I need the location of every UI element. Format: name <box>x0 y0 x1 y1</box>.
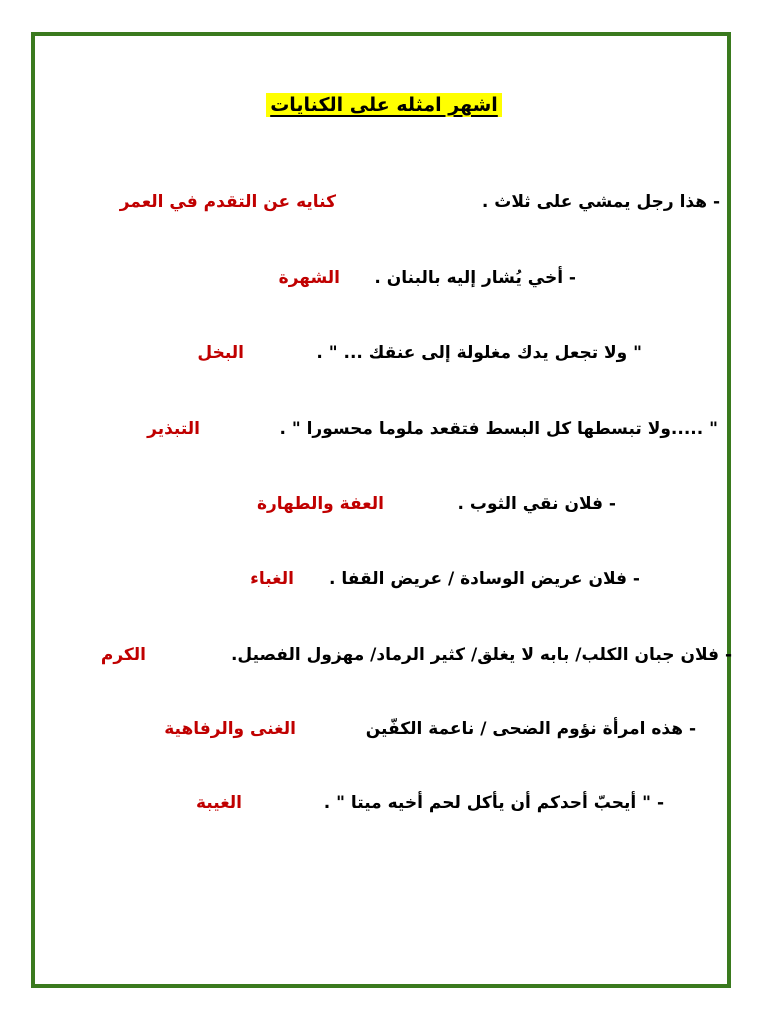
example-meaning: البخل <box>197 343 244 363</box>
example-meaning: الغباء <box>250 569 294 589</box>
example-phrase: - فلان جبان الكلب/ بابه لا يغلق/ كثير الرماد/ مهزول الفصيل. <box>230 645 732 665</box>
example-meaning: الشهرة <box>278 268 340 288</box>
example-phrase: - فلان نقي الثوب . <box>457 494 616 514</box>
example-meaning: الغنى والرفاهية <box>164 719 296 739</box>
example-meaning: كنايه عن التقدم في العمر <box>119 192 336 212</box>
title-row <box>0 94 768 116</box>
example-phrase: - فلان عريض الوسادة / عريض القفا . <box>328 569 640 589</box>
example-meaning: التبذير <box>147 419 200 439</box>
example-phrase: - أخي يُشار إليه بالبنان . <box>374 268 576 288</box>
page-title: اشهر امثله على الكنايات <box>266 93 502 117</box>
example-phrase: - هذه امرأة نؤوم الضحى / ناعمة الكفّين <box>365 719 696 739</box>
example-meaning: الكرم <box>100 645 146 665</box>
example-phrase: " ولا تجعل يدك مغلولة إلى عنقك ... " . <box>316 343 642 363</box>
example-meaning: الغيبة <box>196 793 242 813</box>
example-phrase: - " أيحبّ أحدكم أن يأكل لحم أخيه ميتا " . <box>323 793 664 813</box>
example-phrase: - هذا رجل يمشي على ثلاث . <box>481 192 720 212</box>
example-meaning: العفة والطهارة <box>256 494 384 514</box>
example-phrase: " .....ولا تبسطها كل البسط فتقعد ملوما محسورا " . <box>279 419 718 439</box>
